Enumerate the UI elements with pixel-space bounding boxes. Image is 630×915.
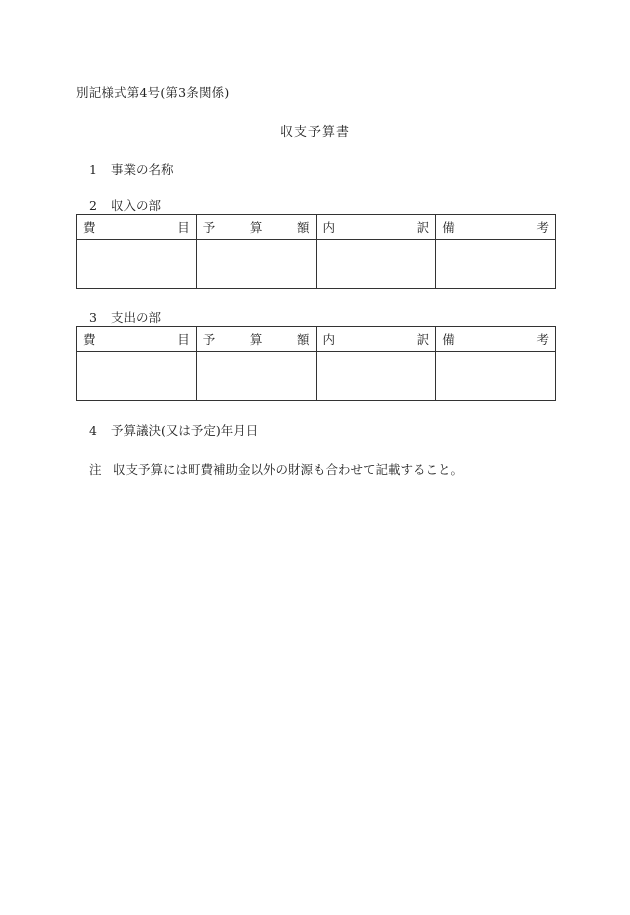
table-cell[interactable] (77, 240, 197, 289)
table-row (77, 352, 556, 401)
header-breakdown: 内 訳 (316, 215, 436, 240)
expenditure-table (76, 326, 556, 401)
income-table (76, 214, 556, 289)
header-budget-amount: 予 算 額 (196, 327, 316, 352)
item-project-name (89, 160, 174, 178)
header-expense-item: 費 目 (77, 215, 197, 240)
note-text: 収支予算には町費補助金以外の財源も合わせて記載すること。 (113, 462, 464, 477)
header-budget-amount: 予 算 額 (196, 215, 316, 240)
item-income (89, 196, 161, 214)
table-header-row (77, 215, 556, 240)
table-cell[interactable] (316, 352, 436, 401)
item-label: 収入の部 (111, 198, 162, 213)
note (89, 460, 463, 478)
item-number: 2 (89, 198, 97, 213)
table-cell[interactable] (316, 240, 436, 289)
item-number: 1 (89, 162, 97, 177)
table-cell[interactable] (77, 352, 197, 401)
table-cell[interactable] (196, 352, 316, 401)
table-cell[interactable] (436, 352, 556, 401)
header-breakdown: 内 訳 (316, 327, 436, 352)
table-row (77, 240, 556, 289)
item-label: 事業の名称 (111, 162, 174, 177)
item-label: 予算議決(又は予定)年月日 (111, 423, 259, 438)
table-cell[interactable] (196, 240, 316, 289)
table-cell[interactable] (436, 240, 556, 289)
table-header-row (77, 327, 556, 352)
item-budget-resolution-date (89, 421, 258, 439)
item-expenditure (89, 308, 161, 326)
header-expense-item: 費 目 (77, 327, 197, 352)
header-remarks: 備 考 (436, 215, 556, 240)
item-label: 支出の部 (111, 310, 162, 325)
form-number: 別記様式第4号(第3条関係) (76, 85, 230, 100)
item-number: 4 (89, 423, 97, 438)
header-remarks: 備 考 (436, 327, 556, 352)
document-title: 収支予算書 (279, 125, 350, 140)
note-label: 注 (89, 462, 102, 477)
item-number: 3 (89, 310, 97, 325)
